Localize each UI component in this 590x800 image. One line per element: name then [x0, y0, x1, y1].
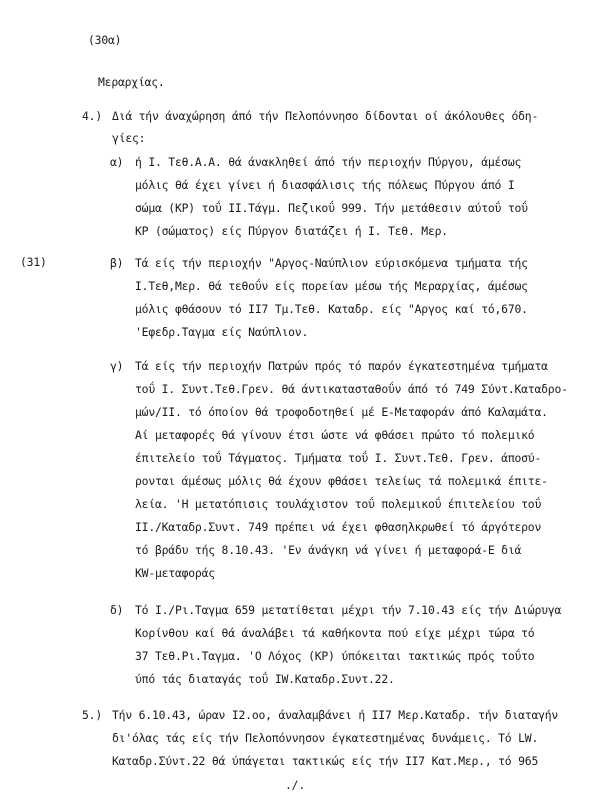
continuation-mark: ./.	[285, 778, 305, 792]
subitem-gamma-line-1: Τά είς τήν περιοχήν Πατρών πρός τό παρόν έγκατεστημένα τμήματα	[135, 359, 548, 373]
subitem-gamma-line-4: Αί μεταφορές θά γίνουν έτσι ώστε νά φθάσει πρώτο τό πολεμικό	[135, 428, 535, 442]
item-5-line-2: δι'όλας τάς είς τήν Πελοπόννησον έγκατεστημένας δυνάμεις. Τό LW.	[112, 731, 539, 745]
subitem-alpha-line-2: μόλις θά έχει γίνει ή διασφάλισις τής πόλεως Πύργου άπό I	[135, 178, 515, 192]
subitem-gamma-line-8: II./Καταδρ.Συντ. 749 πρέπει νά έχει φθασηλκρωθεί τό άργότερον	[135, 520, 542, 534]
subitem-beta-label: β)	[110, 256, 124, 270]
subitem-delta-line-4: ύπό τάς διαταγάς τοΰ IW.Καταδρ.Συντ.22.	[135, 672, 395, 686]
subitem-gamma-line-3: μών/II. τό όποίον θά τροφοδοτηθεί μέ Ε-Μεταφοράν άπό Καλαμάτα.	[135, 405, 548, 419]
subitem-gamma-line-9: τό βράδυ τής 8.10.43. 'Εν άνάγκη νά γίνει ή μεταφορά-Ε διά	[135, 543, 522, 557]
subitem-beta-line-2: I.Τεθ,Μερ. θά τεθοΰν είς πορείαν μέσω τής Μεραρχίας, άμέσως	[135, 279, 528, 293]
item-5-number: 5.)	[82, 708, 102, 722]
subitem-delta-line-2: Κορίνθου καί θά άναλάβει τά καθήκοντα πού είχε μέχρι τώρα τό	[135, 626, 535, 640]
subitem-gamma-line-2: τοΰ I. Συντ.Τεθ.Γρεν. θά άντικατασταθοΰν άπό τό 749 Σύντ.Καταδρο-	[135, 382, 568, 396]
item-4-line-2: γίες:	[112, 131, 146, 145]
subitem-alpha-line-4: ΚΡ (σώματος) είς Πύργον διατάζει ή I. Τεθ. Μερ.	[135, 224, 448, 238]
margin-marker-31: (31)	[20, 255, 47, 269]
item-5-line-3: Καταδρ.Σύντ.22 θά ύπάγεται τακτικώς είς τήν II7 Κατ.Μερ., τό 965	[112, 754, 539, 768]
item-4-number: 4.)	[82, 109, 102, 123]
item-5-line-1: Τήν 6.10.43, ώραν I2.oo, άναλαμβάνει ή II7 Μερ.Καταδρ. τήν διαταγήν	[112, 708, 559, 722]
subitem-delta-label: δ)	[110, 603, 124, 617]
opening-line: Μεραρχίας.	[98, 75, 165, 89]
subitem-delta-line-1: Τό I./Pι.Ταγμα 659 μετατίθεται μέχρι τήν 7.10.43 είς τήν Διώρυγα	[135, 603, 562, 617]
subitem-gamma-label: γ)	[110, 359, 124, 373]
subitem-gamma-line-7: λεία. 'Η μετατόπισις τουλάχιστον τοΰ πολεμικοΰ έπιτελείου τοΰ	[135, 497, 542, 511]
subitem-alpha-line-1: ή I. Τεθ.Α.Α. θά άνακληθεί άπό τήν περιοχήν Πύργου, άμέσως	[135, 155, 522, 169]
page-marker: (30α)	[88, 33, 122, 47]
subitem-alpha-label: α)	[110, 155, 124, 169]
subitem-alpha-line-3: σώμα (ΚΡ) τοΰ II.Τάγμ. Πεζικοΰ 999. Τήν μετάθεσιν αύτοΰ τοΰ	[135, 201, 528, 215]
subitem-gamma-line-5: έπιτελείο τοΰ Τάγματος. Τμήματα τοΰ I. Συντ.Τεθ. Γρεν. άποσύ-	[135, 451, 542, 465]
subitem-gamma-line-10: ΚW-μεταφοράς	[135, 566, 215, 580]
item-4-line-1: Διά τήν άναχώρηση άπό τήν Πελοπόννησο δίδονται οί άκόλουθες όδη-	[112, 109, 539, 123]
subitem-beta-line-1: Τά είς τήν περιοχήν "Αργος-Ναύπλιον εύρισκόμενα τμήματα τής	[135, 256, 528, 270]
subitem-delta-line-3: 37 Τεθ.Pι.Ταγμα. 'Ο Λόχος (ΚΡ) ύπόκειται τακτικώς πρός τοΰτο	[135, 649, 535, 663]
subitem-beta-line-3: μόλις φθάσουν τό II7 Τμ.Τεθ. Καταδρ. είς "Αργος καί τό,670.	[135, 302, 528, 316]
subitem-beta-line-4: 'Εφεδρ.Ταγμα είς Ναύπλιον.	[135, 325, 309, 339]
subitem-gamma-line-6: ρονται άμέσως μόλις θά έχουν φθάσει τελείως τά πολεμικά έπιτε-	[135, 474, 548, 488]
